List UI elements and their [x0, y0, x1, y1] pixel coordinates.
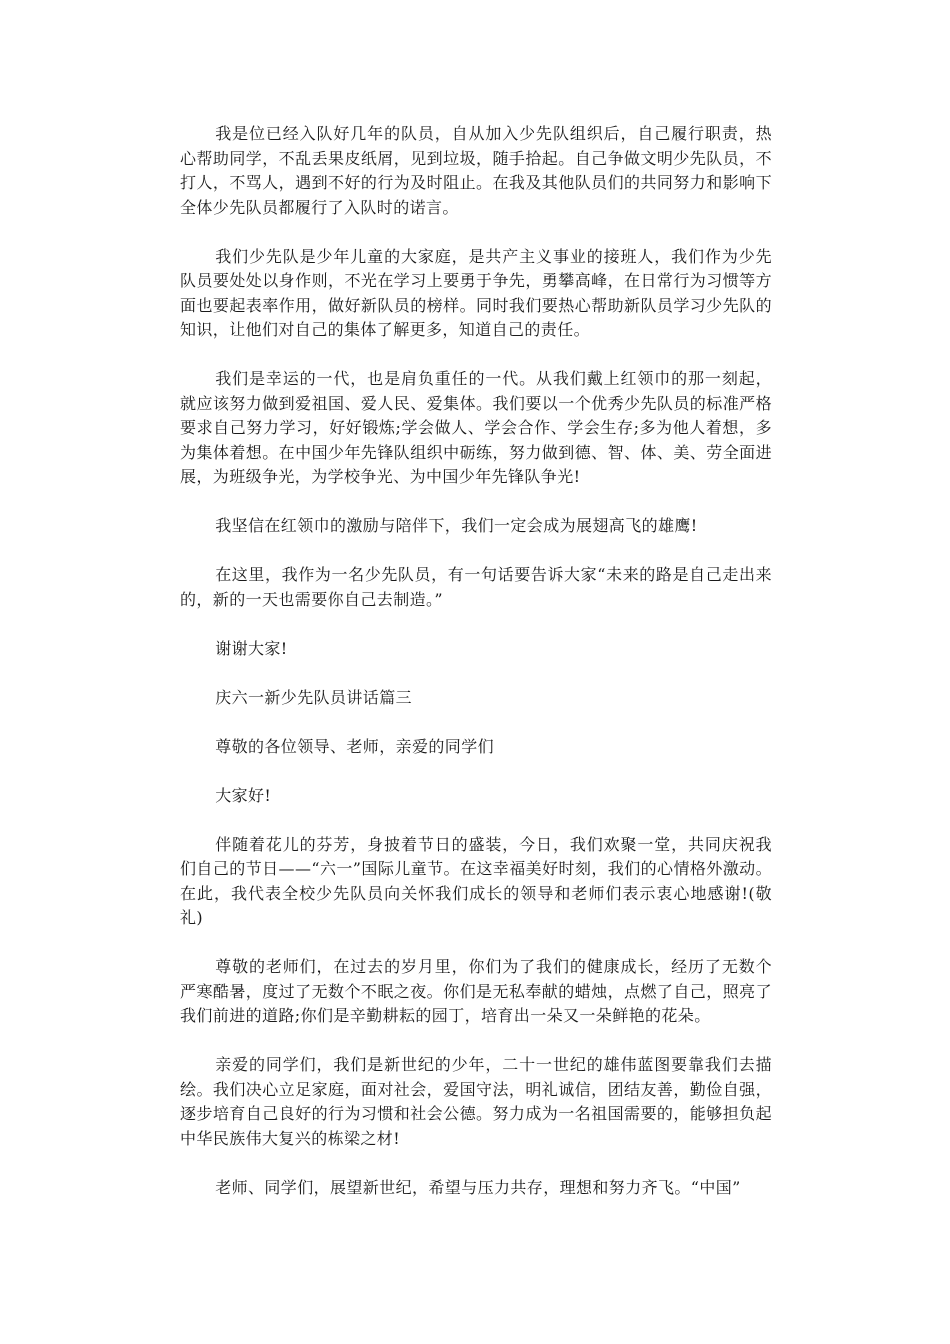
closing-thanks: 谢谢大家!: [215, 638, 288, 658]
section-heading: 庆六一新少先队员讲话篇三: [215, 687, 412, 707]
document-body: [180, 122, 772, 1225]
paragraph: 老师、同学们，展望新世纪，希望与压力共存，理想和努力齐飞。“中国”: [215, 1177, 741, 1197]
paragraph: 伴随着花儿的芬芳，身披着节日的盛装，今日，我们欢聚一堂，共同庆祝我们自己的节日——“六一”国际儿童节。在这幸福美好时刻，我们的心情格外激动。在此，我代表全校少先队员向关怀我们成长的领导和老师们表示衷心地感谢!(敬礼): [180, 834, 772, 927]
paragraph: 尊敬的老师们，在过去的岁月里，你们为了我们的健康成长，经历了无数个严寒酷暑，度过了无数个不眠之夜。你们是无私奉献的蜡烛，点燃了自己，照亮了我们前进的道路;你们是辛勤耕耘的园丁，培育出一朵又一朵鲜艳的花朵。: [180, 957, 772, 1025]
paragraph: 在这里，我作为一名少先队员，有一句话要告诉大家“未来的路是自己走出来的，新的一天也需要你自己去制造。”: [180, 565, 772, 609]
salutation: 尊敬的各位领导、老师，亲爱的同学们: [215, 736, 494, 756]
paragraph: 我坚信在红领巾的激励与陪伴下，我们一定会成为展翅高飞的雄鹰!: [215, 516, 698, 535]
greeting: 大家好!: [215, 785, 272, 805]
paragraph: 我是位已经入队好几年的队员，自从加入少先队组织后，自己履行职责，热心帮助同学，不乱丢果皮纸屑，见到垃圾，随手拾起。自己争做文明少先队员，不打人，不骂人，遇到不好的行为及时阻止。在我及其他队员们的共同努力和影响下全体少先队员都履行了入队时的诺言。: [180, 124, 772, 217]
paragraph: 我们少先队是少年儿童的大家庭，是共产主义事业的接班人，我们作为少先队员要处处以身作则，不光在学习上要勇于争先，勇攀高峰，在日常行为习惯等方面也要起表率作用，做好新队员的榜样。同时我们要热心帮助新队员学习少先队的知识，让他们对自己的集体了解更多，知道自己的责任。: [180, 246, 772, 339]
paragraph: 我们是幸运的一代，也是肩负重任的一代。从我们戴上红领巾的那一刻起，就应该努力做到爱祖国、爱人民、爱集体。我们要以一个优秀少先队员的标准严格要求自己努力学习，好好锻炼;学会做人、学会合作、学会生存;多为他人着想，多为集体着想。在中国少年先锋队组织中砺练，努力做到德、智、体、美、劳全面进展，为班级争光，为学校争光、为中国少年先锋队争光!: [180, 369, 772, 486]
paragraph: 亲爱的同学们，我们是新世纪的少年，二十一世纪的雄伟蓝图要靠我们去描绘。我们决心立足家庭，面对社会，爱国守法，明礼诚信，团结友善，勤俭自强，逐步培育自己良好的行为习惯和社会公德。努力成为一名祖国需要的，能够担负起中华民族伟大复兴的栋梁之材!: [180, 1055, 772, 1148]
